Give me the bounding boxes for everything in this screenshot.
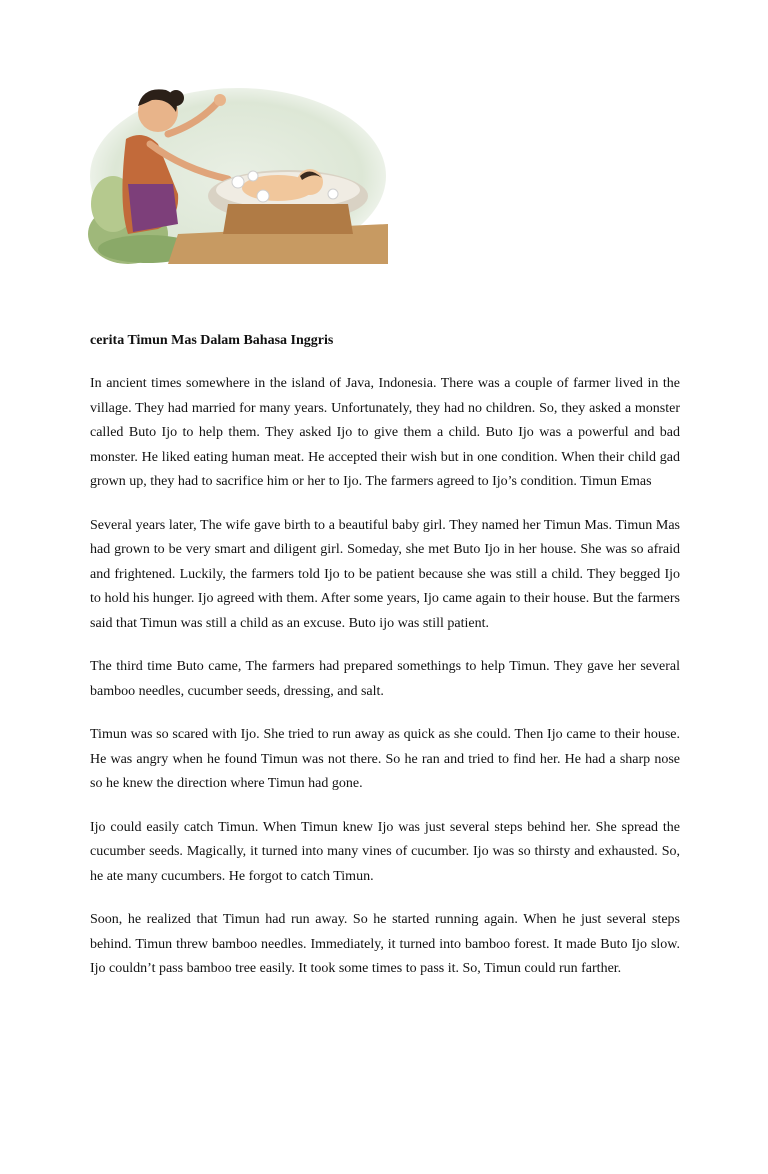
- paragraph: Several years later, The wife gave birth to a beautiful baby girl. They named her Timun Mas. Timun Mas had grown to be very smart and diligent girl. Someday, she met Buto Ijo in her house. She was so afraid and frightened. Luckily, the farmers told Ijo to be patient because she was still a child. They begged Ijo to hold his hunger. Ijo agreed with them. After some years, Ijo came again to their house. But the farmers said that Timun was still a child as an excuse. Buto ijo was still patient.: [90, 517, 680, 631]
- paragraph: Ijo could easily catch Timun. When Timun knew Ijo was just several steps behind her. She spread the cucumber seeds. Magically, it turned into many vines of cucumber. Ijo was so thirsty and exhausted. So, he ate many cucumbers. He forgot to catch Timun.: [90, 819, 680, 884]
- paragraph: Soon, he realized that Timun had run away. So he started running again. When he just several steps behind. Timun threw bamboo needles. Immediately, it turned into bamboo forest. It made Buto Ijo slow. Ijo couldn’t pass bamboo tree easily. It took some times to pass it. So, Timun could run farther.: [90, 912, 680, 976]
- document-title: cerita Timun Mas Dalam Bahasa Inggris: [90, 333, 334, 348]
- document-body: [90, 330, 680, 1001]
- paragraph: Timun was so scared with Ijo. She tried to run away as quick as she could. Then Ijo came to their house. He was angry when he found Timun was not there. So he ran and tried to find her. He had a sharp nose so he knew the direction where Timun had gone.: [90, 727, 680, 791]
- paragraph: The third time Buto came, The farmers had prepared somethings to help Timun. They gave her several bamboo needles, cucumber seeds, dressing, and salt.: [90, 659, 680, 699]
- woman-bathing-baby-illustration: [88, 84, 388, 264]
- paragraph: In ancient times somewhere in the island of Java, Indonesia. There was a couple of farmer lived in the village. They had married for many years. Unfortunately, they had no children. So, they asked a monster called Buto Ijo to help them. They asked Ijo to give them a child. Buto Ijo was a powerful and bad monster. He liked eating human meat. He accepted their wish but in one condition. When their child gad grown up, they had to sacrifice him or her to Ijo. The farmers agreed to Ijo’s condition. Timun Emas: [90, 376, 680, 489]
